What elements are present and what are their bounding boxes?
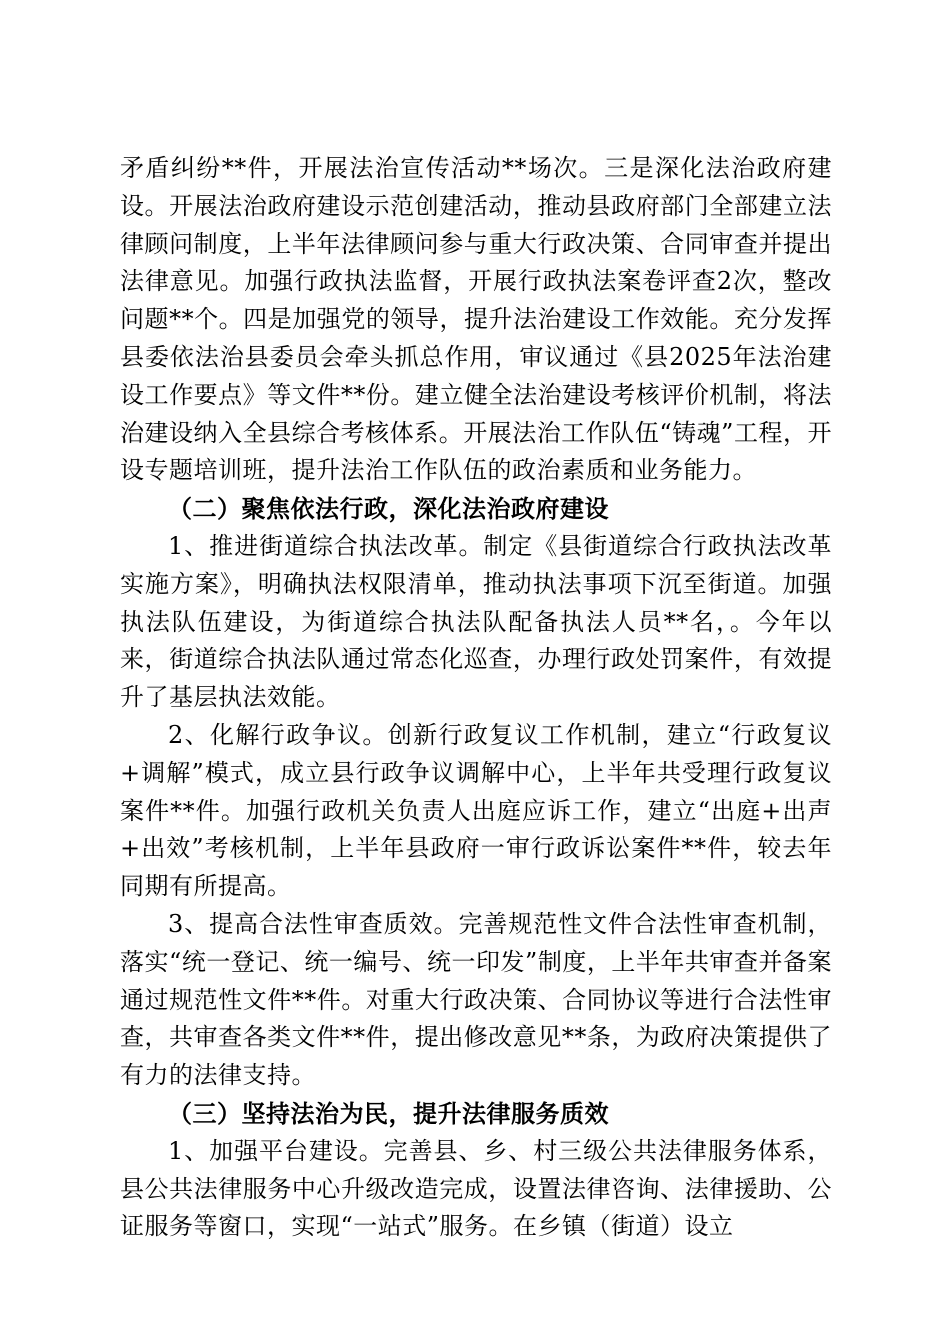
section-heading-3: （三）坚持法治为民，提升法律服务质效 — [168, 1098, 609, 1128]
document-body — [120, 150, 832, 1246]
body-paragraph: 1、推进街道综合执法改革。制定《县街道综合行政执法改革实施方案》，明确执法权限清单，推动执法事项下沉至街道。加强执法队伍建设，为街道综合执法队配备执法人员**名，。今年以来，街道综合执法队通过常态化巡查，办理行政处罚案件，有效提升了基层执法效能。 — [120, 531, 832, 712]
body-paragraph: 3、提高合法性审查质效。完善规范性文件合法性审查机制，落实“统一登记、统一编号、统一印发”制度，上半年共审查并备案通过规范性文件**件。对重大行政决策、合同协议等进行合法性审查，共审查各类文件**件，提出修改意见**条，为政府决策提供了有力的法律支持。 — [120, 909, 832, 1090]
body-paragraph: 2、化解行政争议。创新行政复议工作机制，建立“行政复议+调解”模式，成立县行政争议调解中心，上半年共受理行政复议案件**件。加强行政机关负责人出庭应诉工作，建立“出庭+出声+出效”考核机制，上半年县政府一审行政诉讼案件**件，较去年同期有所提高。 — [120, 720, 832, 901]
body-paragraph: 1、加强平台建设。完善县、乡、村三级公共法律服务体系，县公共法律服务中心升级改造完成，设置法律咨询、法律援助、公证服务等窗口，实现“一站式”服务。在乡镇（街道）设立 — [120, 1136, 832, 1241]
body-paragraph-continued: 矛盾纠纷**件，开展法治宣传活动**场次。三是深化法治政府建设。开展法治政府建设示范创建活动，推动县政府部门全部建立法律顾问制度，上半年法律顾问参与重大行政决策、合同审查并提出法律意见。加强行政执法监督，开展行政执法案卷评查2次，整改问题**个。四是加强党的领导，提升法治建设工作效能。充分发挥县委依法治县委员会牵头抓总作用，审议通过《县2025年法治建设工作要点》等文件**份。建立健全法治建设考核评价机制，将法治建设纳入全县综合考核体系。开展法治工作队伍“铸魂”工程，开设专题培训班，提升法治工作队伍的政治素质和业务能力。 — [120, 154, 832, 485]
section-heading-2: （二）聚焦依法行政，深化法治政府建设 — [168, 494, 609, 524]
